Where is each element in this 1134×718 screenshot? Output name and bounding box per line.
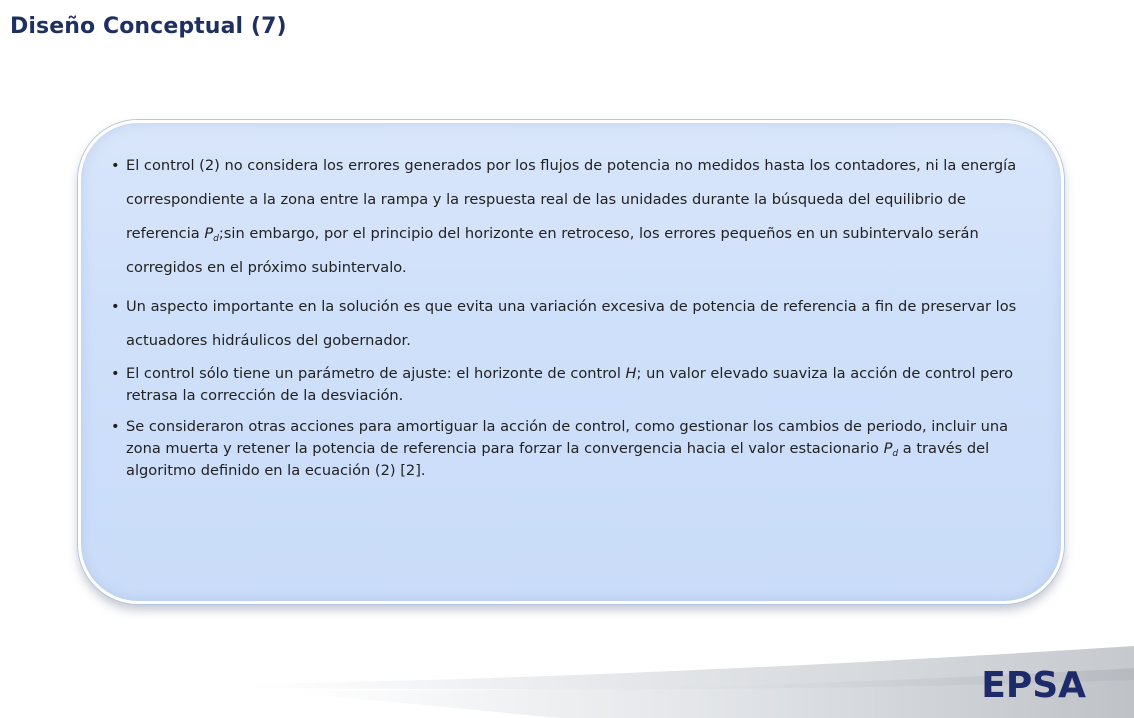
bullet-dot: • (111, 418, 120, 435)
slide-title: Diseño Conceptual (7) (10, 14, 287, 39)
pd-symbol: $P_d$ (204, 225, 219, 244)
bullet-item-1 (105, 149, 1030, 285)
bullet-item-4 (105, 416, 1030, 482)
bullet-3-text-b: ; un valor elevado suaviza la acción de control pero retrasa la corrección de la desviación. (126, 365, 1014, 404)
h-symbol: H (625, 365, 637, 382)
bullet-dot: • (111, 157, 120, 174)
epsa-logo: EPSA (981, 665, 1086, 706)
bullet-dot: • (111, 298, 120, 315)
bullet-4-text-b: a través del algoritmo definido en la ecuación (2) [2]. (126, 440, 990, 479)
bullet-3-text-a: El control sólo tiene un parámetro de ajuste: el horizonte de control (126, 365, 626, 382)
bullet-list (105, 149, 1030, 491)
footer-swoosh (0, 640, 1134, 718)
pd-symbol: $P_d$ (883, 440, 899, 459)
bullet-4-text-a: Se consideraron otras acciones para amortiguar la acción de control, como gestionar los cambios de periodo, incluir una zona muerta y retener la potencia de referencia para forzar la convergencia hacia el valor estacionario (126, 418, 1009, 457)
bullet-2-text: Un aspecto importante en la solución es que evita una variación excesiva de potencia de referencia a fin de preservar los actuadores hidráulicos del gobernador. (126, 298, 1017, 349)
bullet-1-text-b: ;sin embargo, por el principio del horizonte en retroceso, los errores pequeños en un subintervalo serán corregidos en el próximo subintervalo. (126, 225, 979, 276)
bullet-item-2 (105, 290, 1030, 358)
bullet-item-3 (105, 363, 1030, 407)
bullet-dot: • (111, 365, 120, 382)
bullet-1-text-a: El control (2) no considera los errores generados por los flujos de potencia no medidos hasta los contadores, ni la energía correspondiente a la zona entre la rampa y la respuesta real de las unidades durante la búsqueda del equilibrio de referencia (126, 157, 1017, 242)
